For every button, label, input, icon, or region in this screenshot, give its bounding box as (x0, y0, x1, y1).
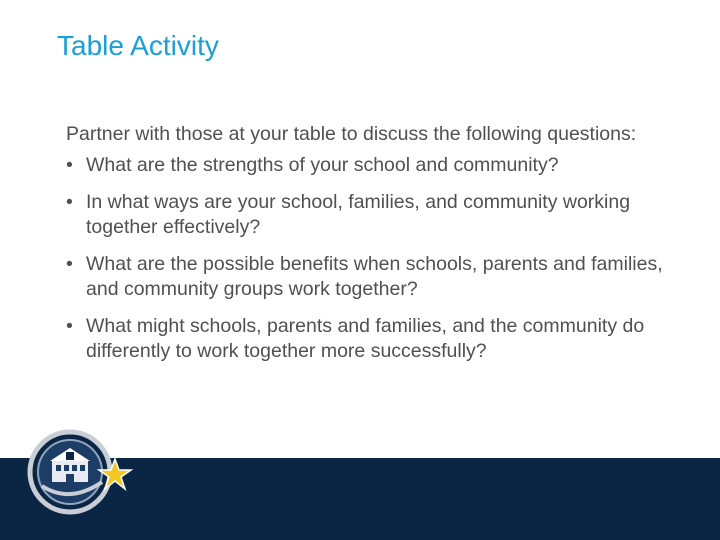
list-item (66, 314, 666, 364)
school-community-star-logo-icon (20, 424, 140, 519)
bullet-icon: • (66, 191, 73, 213)
bullet-icon: • (66, 154, 73, 176)
question-text: What are the possible benefits when schools, parents and families, and community groups work together? (86, 253, 663, 300)
slide-title: Table Activity (57, 30, 219, 61)
question-list (66, 153, 666, 364)
question-text: In what ways are your school, families, and community working together effectively? (86, 191, 631, 238)
intro-text: Partner with those at your table to discuss the following questions: (66, 123, 637, 145)
question-text: What might schools, parents and families, and the community do differently to work together more successfully? (86, 315, 645, 362)
list-item (66, 252, 666, 302)
list-item (66, 190, 666, 240)
question-text: What are the strengths of your school and community? (86, 154, 559, 176)
bullet-icon: • (66, 253, 73, 275)
bullet-icon: • (66, 315, 73, 337)
list-item (66, 153, 666, 178)
slide-body (66, 122, 666, 376)
